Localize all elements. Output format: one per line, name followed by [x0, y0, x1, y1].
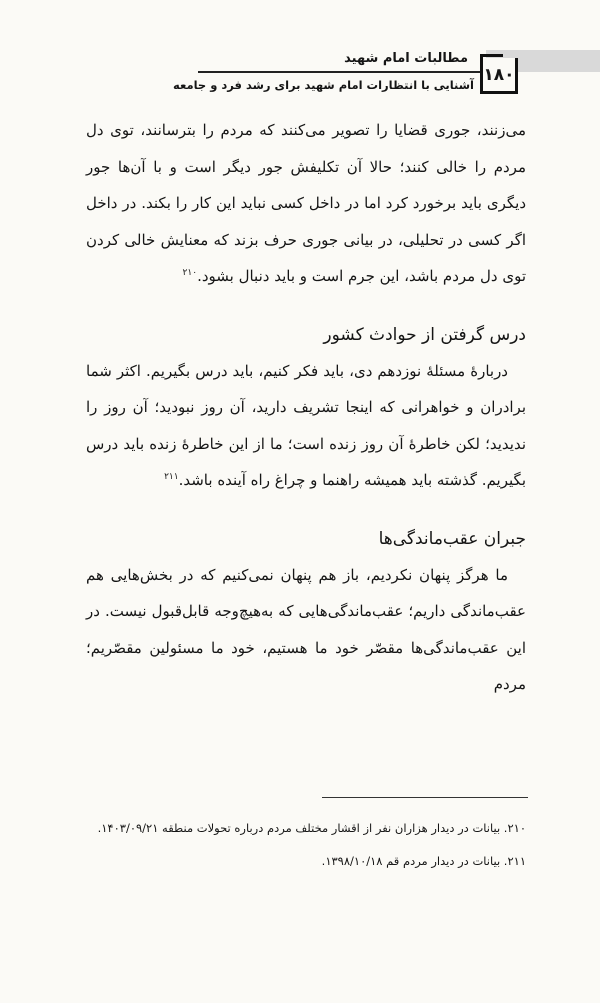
paragraph-1-text: می‌زنند، جوری قضایا را تصویر می‌کنند که مردم را بترسانند، توی دل مردم را خالی کنند؛ حالا آن تکلیفش جور دیگر است و با آن‌ها جور دیگری باید برخورد کرد اما در داخل کسی نباید این کار را بکند. در داخل اگر کسی در تحلیلی، در بیانی جوری حرف بزند که معنایش خالی کردن توی دل مردم باشد، این جرم است و باید دنبال بشود. — [86, 121, 526, 285]
footnote-separator — [322, 797, 528, 798]
footnote-210: ۲۱۰. بیانات در دیدار هزاران نفر از اقشار مختلف مردم درباره تحولات منطقه ۱۴۰۳/۰۹/۲۱. — [97, 821, 526, 835]
header-rule — [198, 71, 484, 73]
page-header — [0, 48, 600, 110]
main-text — [86, 112, 526, 703]
footnote-211: ۲۱۱. بیانات در دیدار مردم قم ۱۳۹۸/۱۰/۱۸. — [321, 854, 526, 868]
book-title: مطالبات امام شهید — [344, 51, 468, 66]
section-heading-backwardness: جبران عقب‌ماندگی‌ها — [378, 528, 526, 549]
header-subtitle: آشنایی با انتظارات امام شهید برای رشد فرد و جامعه — [173, 78, 474, 92]
paragraph-3: ما هرگز پنهان نکردیم، باز هم پنهان نمی‌کنیم که در بخش‌هایی هم عقب‌ماندگی داریم؛ عقب‌ماندگی‌هایی که به‌هیچ‌وجه قابل‌قبول نیست. در این عقب‌ماندگی‌ها مقصّر خود ما هستیم، خود ما مسئولین مقصّریم؛ مردم — [86, 565, 526, 693]
section-heading-lessons: درس گرفتن از حوادث کشور — [323, 324, 526, 345]
footnote-ref-211: ۲۱۱ — [164, 472, 179, 482]
paragraph-2 — [86, 353, 526, 499]
paragraph-1 — [86, 112, 526, 295]
page-number: ۱۸۰ — [480, 58, 518, 94]
footnote-ref-210: ۲۱۰ — [182, 268, 198, 278]
paragraph-2-text: دربارهٔ مسئلهٔ نوزدهم دی، باید فکر کنیم، باید درس بگیریم. اکثر شما برادران و خواهرانی که اینجا تشریف دارید، آن روز نبودید؛ آن روز را ندیدید؛ لکن خاطرهٔ آن روز زنده است؛ ما از این خاطرهٔ زنده باید درس بگیریم. گذشته باید همیشه راهنما و چراغ راه آینده باشد. — [86, 361, 526, 489]
footnotes — [70, 812, 526, 878]
